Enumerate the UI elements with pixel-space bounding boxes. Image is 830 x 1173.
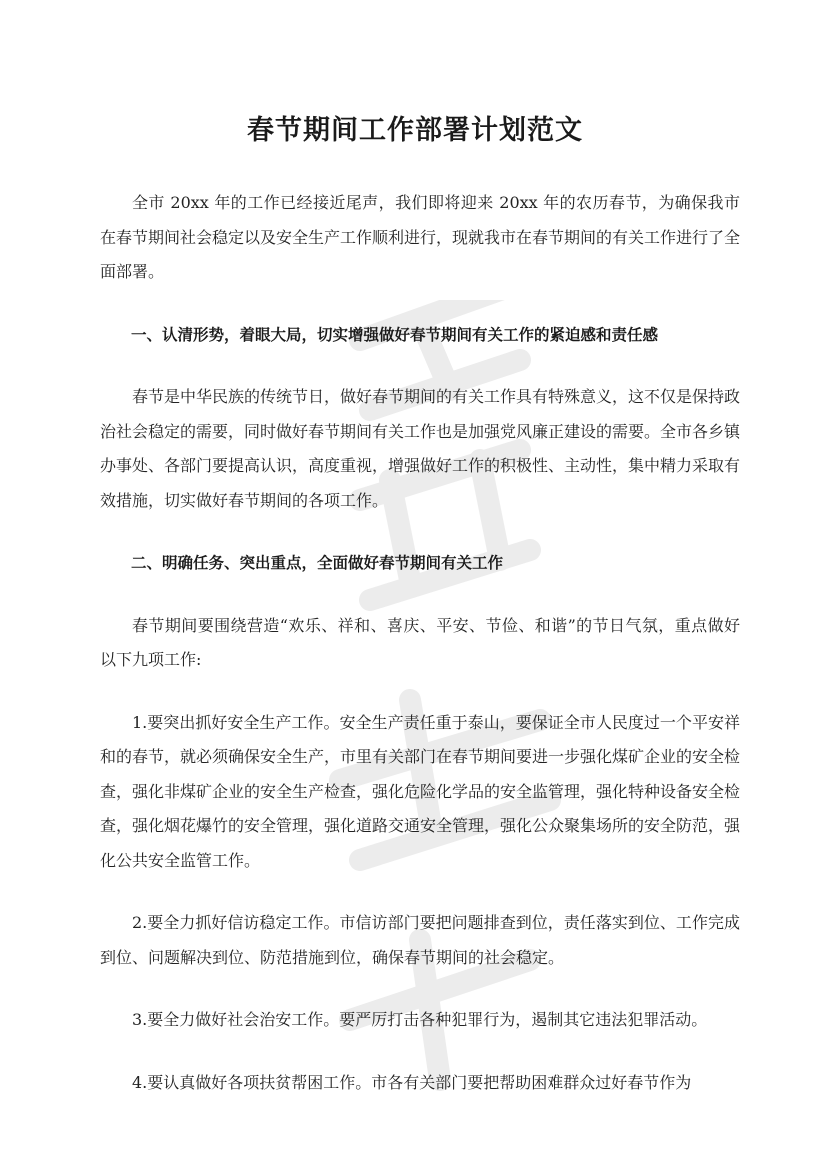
paragraph-section-2-intro: 春节期间要围绕营造“欢乐、祥和、喜庆、平安、节俭、和谐”的节日气氛，重点做好以下九项工作: bbox=[100, 615, 740, 669]
paragraph-item-3: 3.要全力做好社会治安工作。要严厉打击各种犯罪行为，遏制其它违法犯罪活动。 bbox=[132, 1010, 708, 1029]
paragraph-item-2: 2.要全力抓好信访稳定工作。市信访部门要把问题排查到位，责任落实到位、工作完成到位、问题解决到位、防范措施到位，确保春节期间的社会稳定。 bbox=[100, 913, 740, 967]
paragraph-intro: 全市 20xx 年的工作已经接近尾声，我们即将迎来 20xx 年的农历春节，为确保我市在春节期间社会稳定以及安全生产工作顺利进行，现就我市在春节期间的有关工作进行了全面部署。 bbox=[100, 193, 741, 281]
paragraph-item-1: 1.要突出抓好安全生产工作。安全生产责任重于泰山，要保证全市人民度过一个平安祥和的春节，就必须确保安全生产，市里有关部门在春节期间要进一步强化煤矿企业的安全检查，强化非煤矿企业的安全生产检查，强化危险化学品的安全监管理，强化特种设备安全检查，强化烟花爆竹的安全管理，强化道路交通安全管理，强化公众聚集场所的安全防范，强化公共安全监管工作。 bbox=[100, 712, 741, 870]
paragraph-item-4: 4.要认真做好各项扶贫帮困工作。市各有关部门要把帮助困难群众过好春节作为 bbox=[132, 1072, 692, 1092]
section-heading-2: 二、明确任务、突出重点，全面做好春节期间有关工作 bbox=[131, 554, 504, 572]
section-heading-1: 一、认清形势，着眼大局，切实增强做好春节期间有关工作的紧迫感和责任感 bbox=[131, 325, 659, 344]
paragraph-section-1: 春节是中华民族的传统节日，做好春节期间的有关工作具有特殊意义，这不仅是保持政治社会稳定的需要，同时做好春节期间有关工作也是加强党风廉正建设的需要。全市各乡镇办事处、各部门要提高认识，高度重视，增强做好工作的积极性、主动性，集中精力采取有效措施，切实做好春节期间的各项工作。 bbox=[100, 387, 741, 510]
document-title: 春节期间工作部署计划范文 bbox=[247, 115, 583, 146]
document-body bbox=[100, 186, 740, 1128]
